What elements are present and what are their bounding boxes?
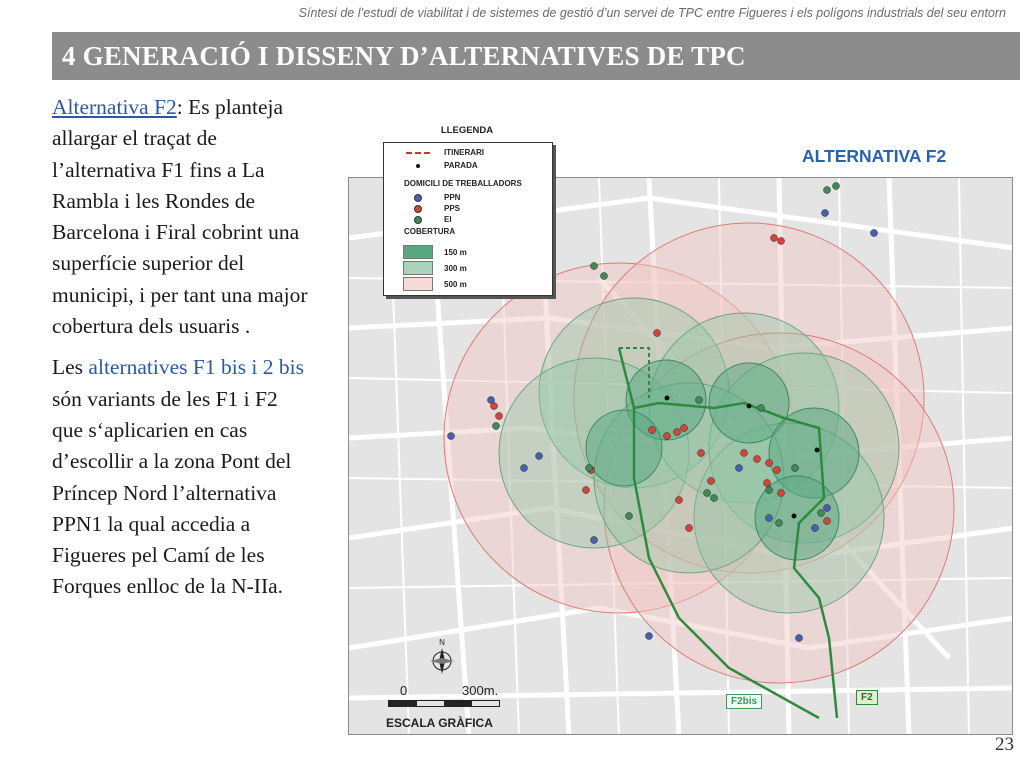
scale-label: ESCALA GRÀFICA xyxy=(386,716,493,730)
legend-ei xyxy=(392,215,452,224)
legend-itinerari xyxy=(392,148,484,157)
paragraph-bis-text: són variants de les F1 i F2 que s‘aplicarien en cas d’escollir a la zona Pont del Príncep Nord l’alternativa PPN1 la qual accedia a Figueres pel Camí de les Forques enlloc de la N-IIa. xyxy=(52,386,292,599)
pps-dot-icon xyxy=(414,205,422,213)
legend-150m-label: 150 m xyxy=(444,247,467,257)
legend-parada xyxy=(392,161,478,170)
legend-parada-label: PARADA xyxy=(444,161,478,170)
alternativa-f2-link[interactable]: Alternativa F2 xyxy=(52,95,177,119)
header-note: Síntesi de l’estudi de viabilitat i de sistemes de gestió d’un servei de TPC entre Figueres i els polígons industrials del seu entorn xyxy=(298,6,1006,20)
paragraph-f2-text: : Es planteja allargar el traçat de l’alternativa F1 fins a La Rambla i les Rondes de Barcelona i Firal cobrint una superfície superior del municipi, i per tant una major cobertura dels usuaris . xyxy=(52,95,308,339)
paragraph-bis xyxy=(52,352,314,602)
legend-ppn-label: PPN xyxy=(444,193,461,202)
legend-ppn xyxy=(392,193,460,202)
route-f2bis-tag: F2bis xyxy=(726,694,762,709)
legend-domicili: DOMICILI DE TREBALLADORS xyxy=(404,179,522,188)
ei-dot-icon xyxy=(414,216,422,224)
dashed-line-icon xyxy=(406,152,430,154)
ppn-dot-icon xyxy=(414,194,422,202)
legend-500m-label: 500 m xyxy=(444,279,467,289)
coverage-300-swatch xyxy=(403,261,433,275)
map-legend xyxy=(383,142,553,296)
compass-icon xyxy=(425,636,459,682)
legend-itinerari-label: ITINERARI xyxy=(444,148,484,157)
page-number: 23 xyxy=(995,734,1014,755)
slide-title-bar xyxy=(52,32,1020,80)
coverage-500-swatch xyxy=(403,277,433,291)
legend-150m xyxy=(392,245,467,259)
paragraph-f2 xyxy=(52,92,314,342)
body-text xyxy=(52,92,314,613)
map-title: ALTERNATIVA F2 xyxy=(802,146,947,166)
legend-300m-label: 300 m xyxy=(444,263,467,273)
coverage-150-swatch xyxy=(403,245,433,259)
route-f2-tag: F2 xyxy=(856,690,878,705)
scale-zero: 0 xyxy=(400,683,408,698)
paragraph-bis-prefix: Les xyxy=(52,355,89,380)
compass-north-label: N xyxy=(439,638,445,647)
scale-bar xyxy=(388,700,500,707)
legend-pps xyxy=(392,204,460,213)
legend-pps-label: PPS xyxy=(444,204,461,213)
legend-cobertura: COBERTURA xyxy=(404,227,456,236)
legend-300m xyxy=(392,261,467,275)
legend-heading: LLEGENDA xyxy=(440,125,494,136)
legend-ei-label: EI xyxy=(444,215,452,224)
scale-max: 300m. xyxy=(462,683,499,698)
stop-dot-icon xyxy=(416,164,420,168)
slide-title: 4 GENERACIÓ I DISSENY D’ALTERNATIVES DE TPC xyxy=(62,40,746,71)
alternatives-bis-link[interactable]: alternatives F1 bis i 2 bis xyxy=(88,355,304,380)
legend-500m xyxy=(392,277,467,291)
